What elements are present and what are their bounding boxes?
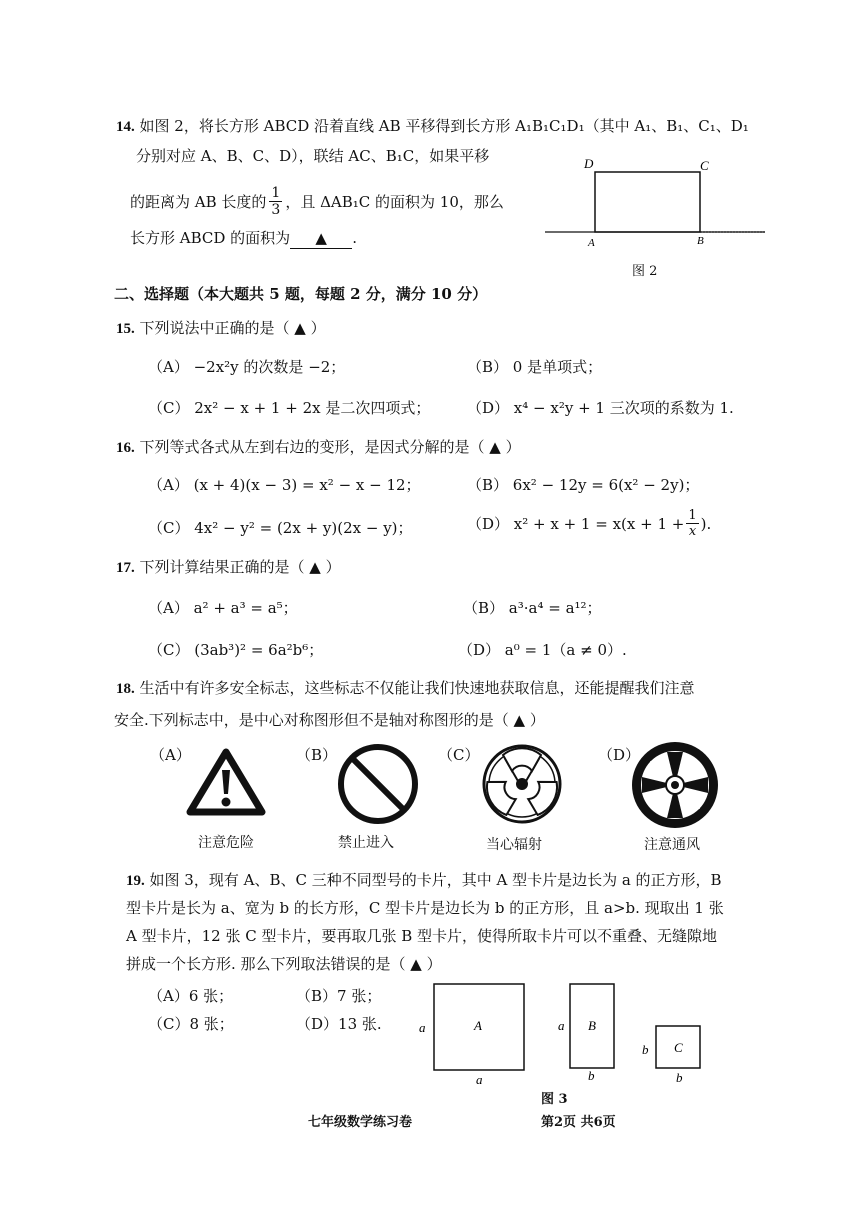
fraction <box>686 508 698 539</box>
q15-option-d: （D） x⁴ − x²y + 1 三次项的系数为 1. <box>467 399 734 417</box>
q17-option-c: （C） (3ab³)² = 6a²b⁶； <box>148 641 324 659</box>
question-number: 17. <box>116 560 135 576</box>
q14-line1: 如图 2，将长方形 ABCD 沿着直线 AB 平移得到长方形 A₁B₁C₁D₁（其中 A₁、B₁、C₁、D₁ <box>139 117 749 135</box>
q19-line3: A 型卡片，12 张 C 型卡片，要再取几张 B 型卡片，使得所取卡片可以不重叠、无缝隙地 <box>126 927 718 945</box>
q16-option-c: （C） 4x² − y² = (2x + y)(2x − y)； <box>148 519 413 537</box>
q18 <box>116 678 695 699</box>
q16-option-a: （A） (x + 4)(x − 3) = x² − x − 12； <box>148 476 421 494</box>
q17-option-b: （B） a³·a⁴ = a¹²； <box>463 599 602 617</box>
card-a-bottom-label: a <box>476 1072 483 1087</box>
figure-3 <box>412 978 722 1086</box>
question-number: 16. <box>116 440 135 456</box>
sign-d-caption: 注意通风 <box>644 837 700 853</box>
q19-option-a: （A）6 张； <box>148 987 234 1005</box>
q18-option-c-letter: （C） <box>438 746 480 764</box>
card-a-side-label: a <box>419 1020 426 1035</box>
question-number: 15. <box>116 321 135 337</box>
q19-line4: 拼成一个长方形. 那么下列取法错误的是（ ▲ ） <box>126 955 442 973</box>
q16-option-d-post: ). <box>700 514 712 533</box>
q19 <box>126 870 722 891</box>
q17 <box>116 557 341 578</box>
figure-2-caption: 图 2 <box>632 264 658 279</box>
q16-option-d <box>467 508 711 539</box>
footer-title: 七年级数学练习卷 <box>308 1115 413 1130</box>
label-a: A <box>588 237 595 249</box>
q15-option-c: （C） 2x² − x + 1 + 2x 是二次四项式； <box>148 399 431 417</box>
q14-line4 <box>130 228 357 249</box>
q19-option-c: （C）8 张； <box>148 1015 234 1033</box>
no-entry-sign-icon <box>336 742 420 826</box>
card-b-label: B <box>588 1018 596 1033</box>
q15-stem: 下列说法中正确的是（ ▲ ） <box>139 319 326 337</box>
radiation-sign-icon <box>480 742 564 826</box>
footer-page-number: 第2页 共6页 <box>541 1115 616 1130</box>
q17-option-d: （D） a⁰ = 1（a ≠ 0）. <box>458 641 627 659</box>
triangle-icon: ▲ <box>315 229 327 247</box>
ventilation-sign-icon <box>630 740 720 830</box>
q19-option-b: （B）7 张； <box>296 987 382 1005</box>
answer-blank <box>290 228 352 249</box>
fraction-denominator: x <box>688 524 697 539</box>
q15 <box>116 318 326 339</box>
label-b: B <box>697 235 704 247</box>
warning-sign-icon <box>186 748 266 818</box>
q14-line2: 分别对应 A、B、C、D），联结 AC、B₁C，如果平移 <box>136 147 490 165</box>
q16-option-d-pre: （D） x² + x + 1 = x(x + 1 + <box>467 514 685 533</box>
figure-3-caption: 图 3 <box>541 1092 568 1107</box>
fraction-denominator: 3 <box>271 202 281 218</box>
q16-stem: 下列等式各式从左到右边的变形，是因式分解的是（ ▲ ） <box>139 438 521 456</box>
q19-option-d: （D）13 张. <box>296 1015 382 1033</box>
fraction-numerator: 1 <box>271 185 281 201</box>
q19-line1: 如图 3，现有 A、B、C 三种不同型号的卡片，其中 A 型卡片是边长为 a 的正方形，B <box>149 871 722 889</box>
label-c: C <box>700 158 709 173</box>
q18-option-d-letter: （D） <box>598 746 641 764</box>
q17-stem: 下列计算结果正确的是（ ▲ ） <box>139 558 341 576</box>
q17-option-a: （A） a² + a³ = a⁵； <box>148 599 298 617</box>
card-b-side-label: a <box>558 1018 565 1033</box>
q14-line3-post: ，且 ΔAB₁C 的面积为 10，那么 <box>285 192 504 211</box>
q16 <box>116 437 521 458</box>
q18-line1: 生活中有许多安全标志，这些标志不仅能让我们快速地获取信息，还能提醒我们注意 <box>139 679 695 697</box>
question-number: 18. <box>116 681 135 697</box>
card-a-label: A <box>474 1018 482 1033</box>
card-c-label: C <box>674 1040 683 1055</box>
q18-line2: 安全.下列标志中，是中心对称图形但不是轴对称图形的是（ ▲ ） <box>114 711 545 729</box>
fraction-numerator: 1 <box>688 508 697 523</box>
q15-option-a: （A） −2x²y 的次数是 −2； <box>148 358 346 376</box>
q14-line3 <box>130 185 504 218</box>
label-d: D <box>584 156 594 171</box>
card-b-bottom-label: b <box>588 1068 595 1083</box>
sign-b-caption: 禁止进入 <box>338 835 394 851</box>
q19-line2: 型卡片是长为 a、宽为 b 的长方形，C 型卡片是边长为 b 的正方形，且 a>b. 现取出 1 张 <box>126 899 724 917</box>
q14 <box>116 116 749 137</box>
sign-a-caption: 注意危险 <box>198 835 254 851</box>
q14-line4-text: 长方形 ABCD 的面积为 <box>130 229 291 247</box>
period: . <box>352 229 357 247</box>
q18-option-a-letter: （A） <box>150 746 191 764</box>
q18-option-b-letter: （B） <box>296 746 338 764</box>
card-c-side-label: b <box>642 1042 649 1057</box>
sign-c-caption: 当心辐射 <box>486 837 542 853</box>
q15-option-b: （B） 0 是单项式； <box>467 358 603 376</box>
q16-option-b: （B） 6x² − 12y = 6(x² − 2y)； <box>467 476 700 494</box>
rectangle-abcd <box>595 172 700 232</box>
question-number: 14. <box>116 119 135 135</box>
q14-line3-pre: 的距离为 AB 长度的 <box>130 192 267 211</box>
question-number: 19. <box>126 873 145 889</box>
section-title: 二、选择题（本大题共 5 题，每题 2 分，满分 10 分） <box>114 285 488 303</box>
card-c-bottom-label: b <box>676 1070 683 1085</box>
fraction <box>269 185 282 218</box>
